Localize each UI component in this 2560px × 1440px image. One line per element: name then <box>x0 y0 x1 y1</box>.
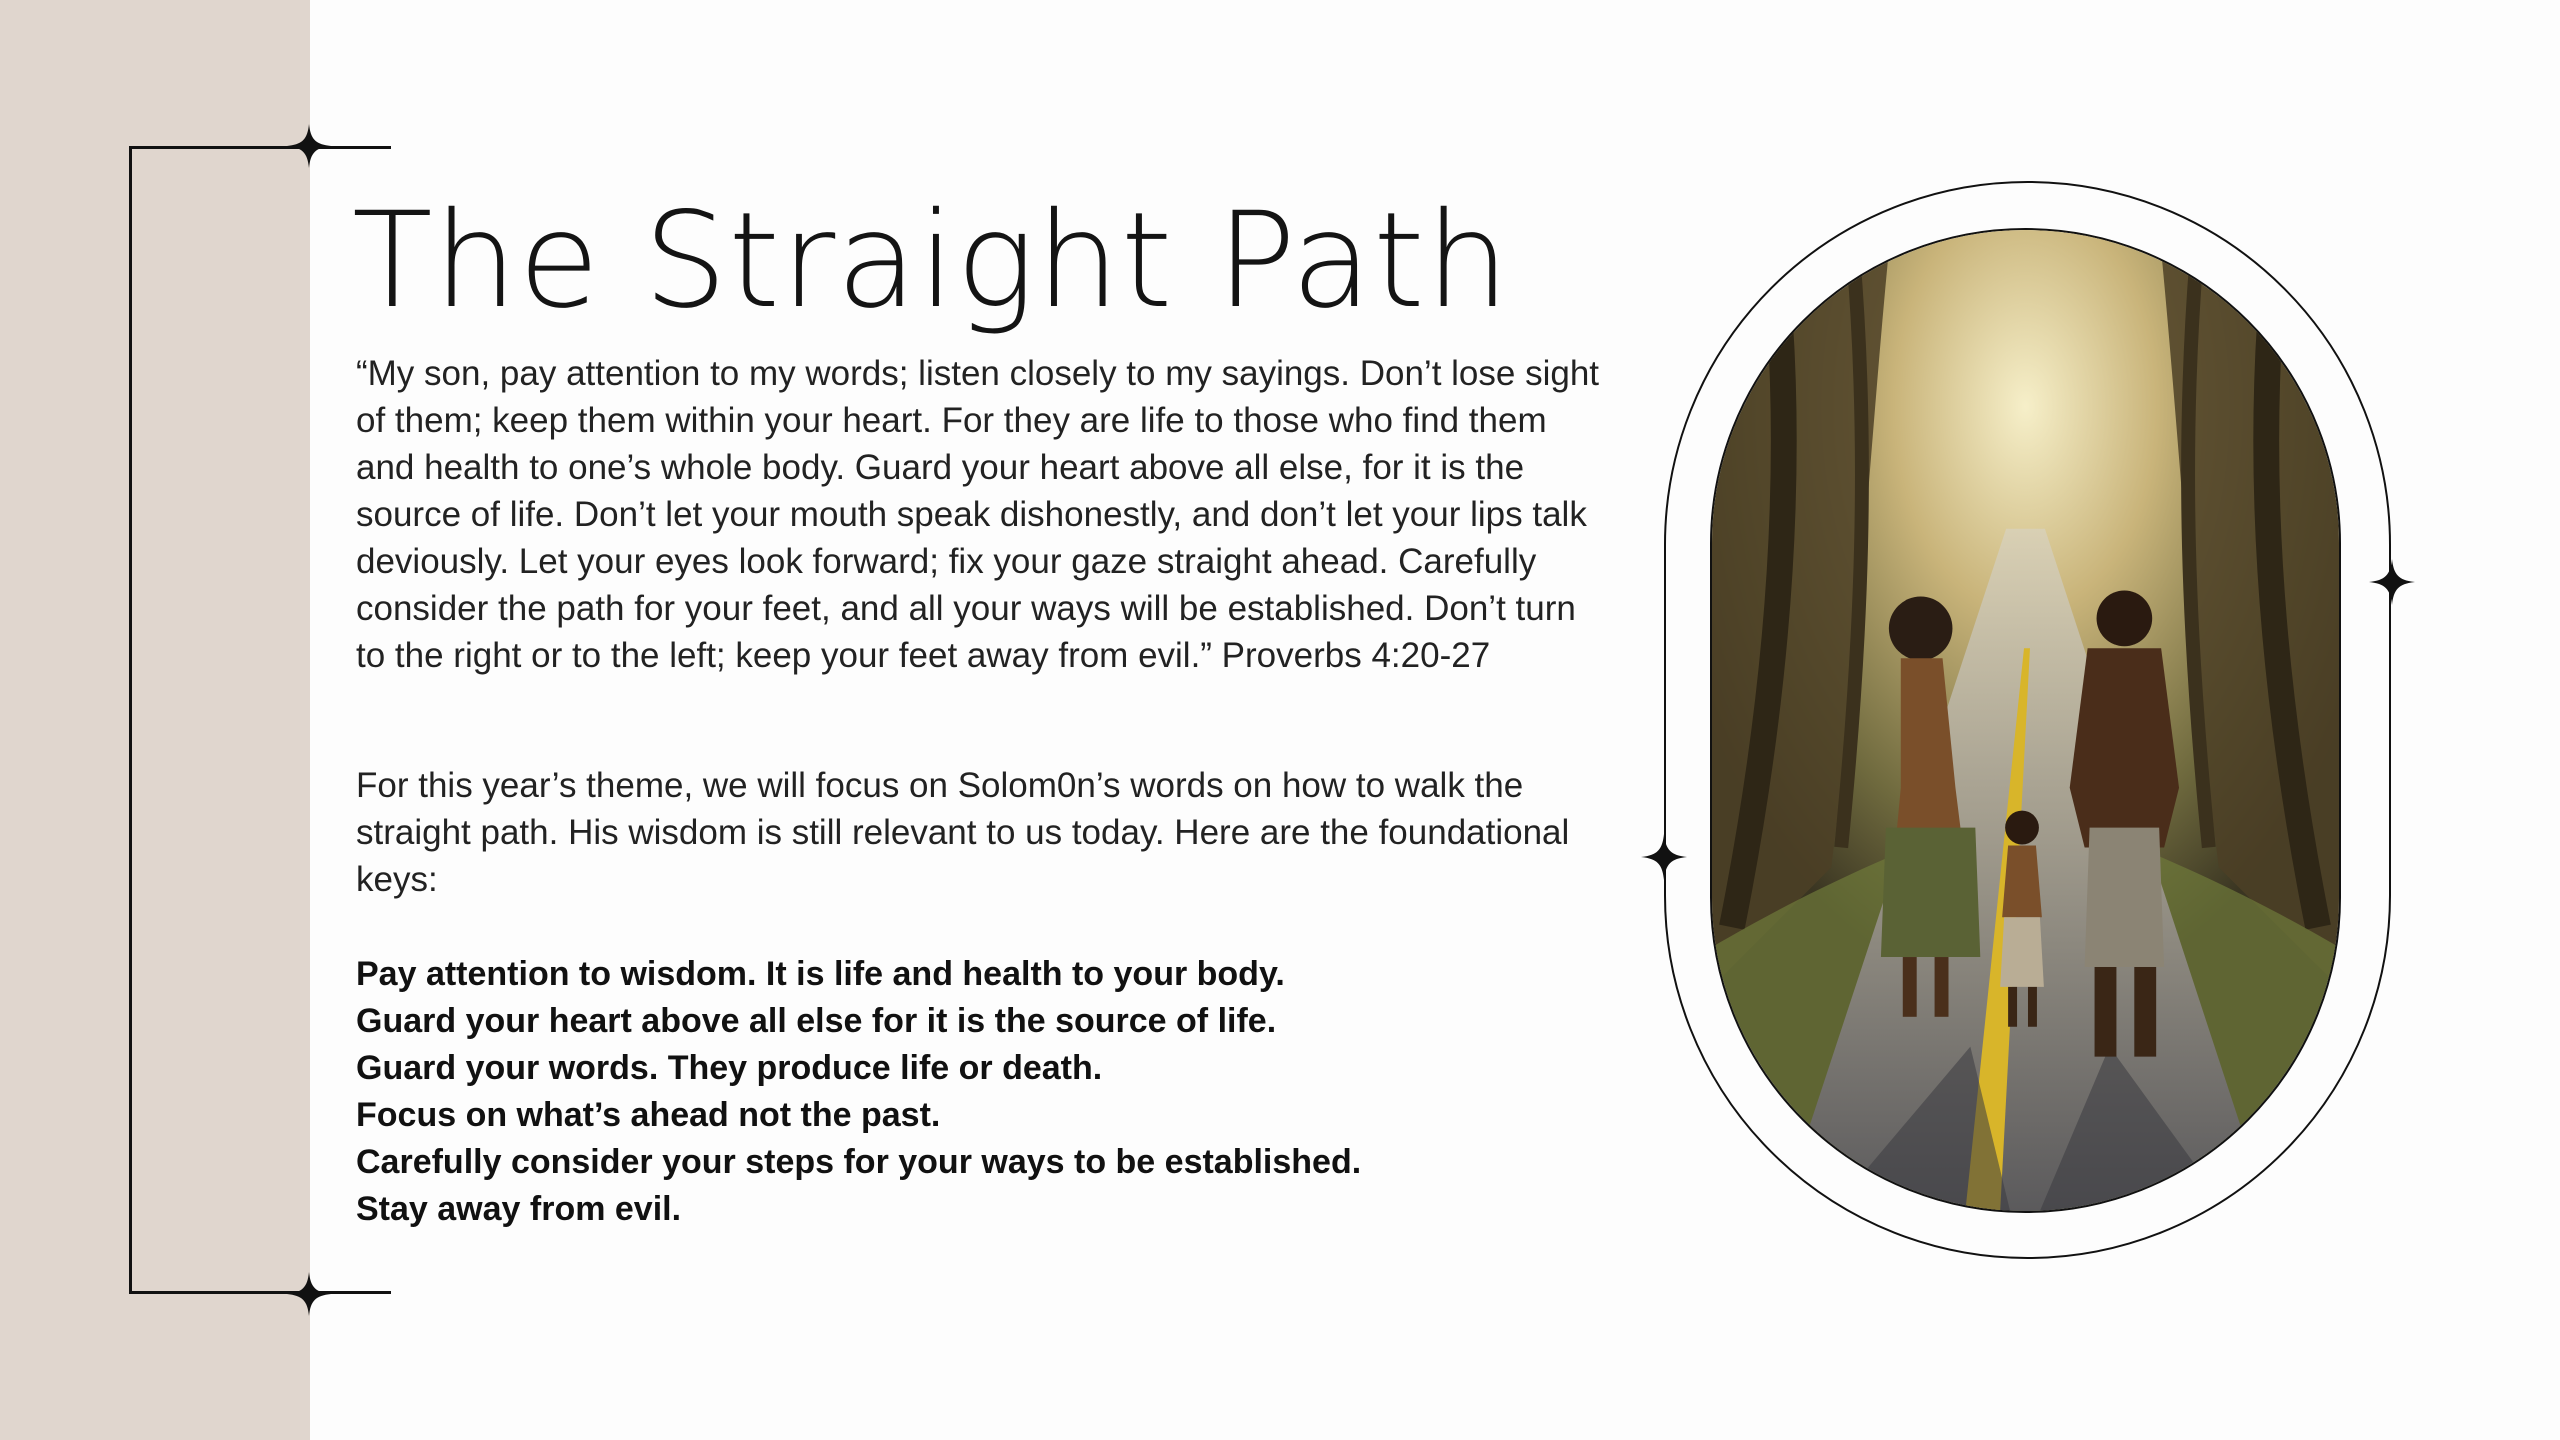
foundational-keys-list <box>356 951 1361 1233</box>
sparkle-icon <box>287 124 331 168</box>
list-item: Guard your heart above all else for it is the source of life. <box>356 1002 1277 1040</box>
scripture-quote: “My son, pay attention to my words; listen closely to my sayings. Don’t lose sight of them; keep them within your heart. For they are life to those who find them and health to one’s whole body. Guard your heart above all else, for it is the source of life. Don’t let your mouth speak dishonestly, and don’t let your lips talk deviously. Let your eyes look forward; fix your gaze straight ahead. Carefully consider the path for your feet, and all your ways will be established. Don’t turn to the right or to the left; keep your feet away from evil.” Proverbs 4:20-27 <box>356 354 1600 675</box>
list-item: Focus on what’s ahead not the past. <box>356 1096 941 1134</box>
list-item: Stay away from evil. <box>356 1190 682 1228</box>
list-item: Pay attention to wisdom. It is life and health to your body. <box>356 955 1285 993</box>
family-path-image <box>1710 228 2341 1213</box>
list-item: Carefully consider your steps for your ways to be established. <box>356 1143 1362 1181</box>
sparkle-icon <box>287 1272 331 1316</box>
sparkle-icon <box>1641 834 1687 880</box>
list-item: Guard your words. They produce life or death. <box>356 1049 1103 1087</box>
intro-paragraph: For this year’s theme, we will focus on Solom0n’s words on how to walk the straight path. His wisdom is still relevant to us today. Here are the foundational keys: <box>356 766 1570 899</box>
sparkle-icon <box>2369 559 2415 605</box>
slide-title: The Straight Path <box>352 184 1511 338</box>
